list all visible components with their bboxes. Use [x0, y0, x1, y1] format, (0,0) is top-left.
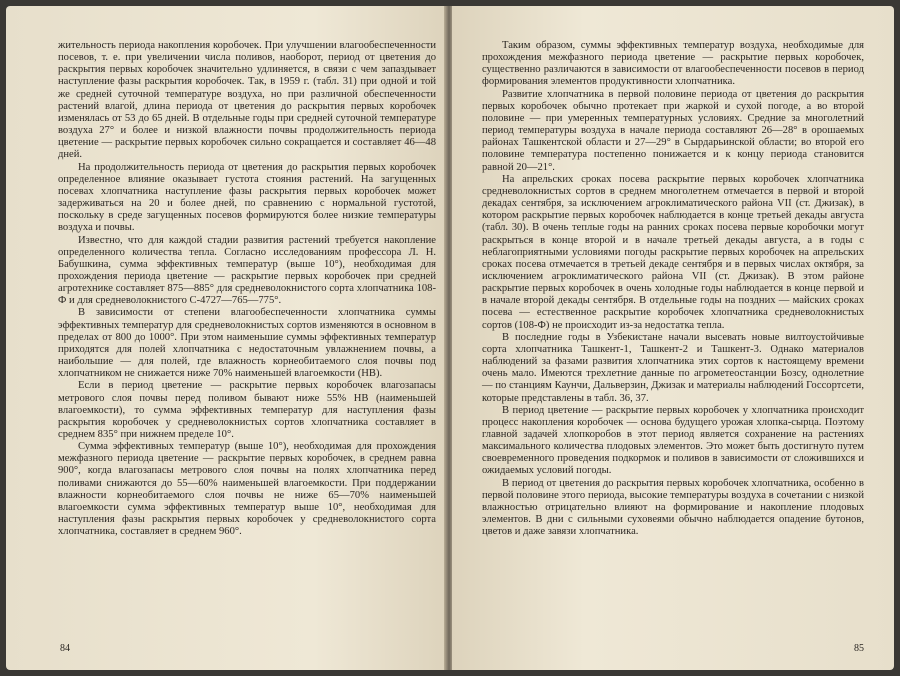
paragraph: Сумма эффективных температур (выше 10°), необходимая для прохождения межфазного периода цветение — раскрытие первых коробочек, в среднем равна 900°, когда влагозапасы метрового слоя почвы на полях хлопчатника перед поливами снижаются до 55—60% наименьшей влагоемкости. При поддержании влажности корнеобитаемого слоя почвы не ниже 65—70% наименьшей влагоемкости сумма эффективных температур выше 10°, необходимая для наступления фазы раскрытия первых коробочек у средневолокнистого сорта хлопчатника, составляет в среднем 960°. — [58, 441, 436, 538]
paragraph: Если в период цветение — раскрытие первых коробочек влагозапасы метрового слоя почвы перед поливом бывают ниже 55% НВ (наименьшей влагоемкости), то сумма эффективных температур для наступления фазы раскрытия коробочек у средневолокнистых сортов хлопчатника составляет в среднем 835° при нижнем пределе 10°. — [58, 380, 436, 440]
page-number: 84 — [60, 643, 70, 654]
left-page-text — [58, 40, 436, 538]
paragraph: В период от цветения до раскрытия первых коробочек хлопчатника, особенно в первой половине этого периода, высокие температуры воздуха в сочетании с низкой влажностью отрицательно влияют на формирование и накопление плодовых элементов. В дни с сильными суховеями обычно наблюдается опадение бутонов, цветов и даже завязи хлопчатника. — [482, 477, 864, 538]
paragraph: В период цветение — раскрытие первых коробочек у хлопчатника происходит процесс накопления коробочек — основа будущего урожая хлопка-сырца. Поэтому главной задачей хлопкоробов в этот период является сохранение на растениях максимального количества плодовых элементов. Это может быть достигнуто путем своевременного проведения подкормок и поливов в зависимости от сложившихся и ожидаемых условий погоды. — [482, 404, 864, 477]
right-page — [452, 6, 894, 670]
paragraph: Известно, что для каждой стадии развития растений требуется накопление определенного количества тепла. Согласно исследованиям профессора Л. Н. Бабушкина, сумма эффективных температур (выше 10°), необходимая для прохождения периода цветение — раскрытие первых коробочек при средней агротехнике составляет 875—885° для средневолокнистого сорта хлопчатника 108-Ф и для средневолокнистого С-4727—765—775°. — [58, 234, 436, 307]
paragraph: В последние годы в Узбекистане начали высевать новые вилтоустойчивые сорта хлопчатника Ташкент-1, Ташкент-2 и Ташкент-3. Однако материалов наблюдений за фазами развития хлопчатника этих сортов к настоящему времени очень мало. Имеются трехлетние данные по агрометеостанции Бозсу, однолетние — по станциям Каунчи, Дальверзин, Джизак и материалы наблюдений Госсортсети, которые представлены в табл. 36, 37. — [482, 331, 864, 404]
paragraph: На продолжительность периода от цветения до раскрытия первых коробочек определенное влияние оказывает густота стояния растений. На загущенных посевах хлопчатника наступление фазы раскрытия первых коробочек может задерживаться на 20 и более дней, по сравнению с нормальной густотой, поскольку в среде загущенных посевов формируются более низкие температуры воздуха и почвы. — [58, 161, 436, 234]
paragraph: В зависимости от степени влагообеспеченности хлопчатника суммы эффективных температур для средневолокнистых сортов изменяются в основном в пределах от 800 до 1000°. При этом наименьшие суммы эффективных температур приходятся для полей хлопчатника с недостаточным увлажнением почвы, а наибольшие — для полей, где влажность корнеобитаемого слоя почвы под хлопчатником не снижается ниже 70% наименьшей влагоемкости (НВ). — [58, 307, 436, 380]
right-page-text — [482, 40, 864, 538]
paragraph: Развитие хлопчатника в первой половине периода от цветения до раскрытия первых коробочек обычно протекает при жаркой и сухой погоде, а во второй половине — при умеренных температурных условиях. Средние за многолетний период температуры воздуха в начале периода составляют 26—28° в орошаемых районах Ташкентской области и 27—29° в Сырдарьинской области; во второй его половине температура постепенно понижается и к концу периода становится равной 20—21°. — [482, 88, 864, 173]
page-number: 85 — [854, 643, 864, 654]
paragraph: жительность периода накопления коробочек. При улучшении влагообеспеченности посевов, т. е. при увеличении числа поливов, наоборот, период от цветения до раскрытия первых коробочек значительно удлиняется, в связи с чем запаздывает наступление фазы раскрытия коробочек. Так, в 1959 г. (табл. 31) при одной и той же средней суточной температуре воздуха, но при различной обеспеченности растений влагой, длина периода от цветения до раскрытия первых коробочек изменялась от 53 до 65 дней. В отдельные годы при средней суточной температуре воздуха 27° и более и низкой влажности почвы продолжительность периода цветение — раскрытие первых коробочек сильно сокращается и составляет 46—48 дней. — [58, 40, 436, 161]
paragraph: На апрельских сроках посева раскрытие первых коробочек хлопчатника средневолокнистых сортов в среднем многолетнем отмечается в первой и второй декадах сентября, за исключением агроклиматического района VII (ст. Джизак), в котором раскрытие первых коробочек наблюдается в конце третьей декады августа (табл. 30). В очень теплые годы на ранних сроках посева первые коробочки могут раскрыться в конце второй и в начале третьей декады августа, а в годы с неблагоприятными условиями погоды раскрытие первых коробочек на апрельских сроках посева отмечается в третьей декаде сентября и в первых числах октября, за исключением агроклиматического района VII (ст. Джизак). В этом районе раскрытие первых коробочек в очень холодные годы наблюдается в конце первой и в начале второй декады сентября. В отдельные годы на поздних — майских сроках посева — естественное раскрытие коробочек хлопчатника средневолокнистых сортов (108-Ф) не происходит из-за недостатка тепла. — [482, 173, 864, 331]
left-page — [6, 6, 446, 670]
paragraph: Таким образом, суммы эффективных температур воздуха, необходимые для прохождения межфазного периода цветение — раскрытие первых коробочек, существенно различаются в зависимости от влагообеспеченности посевов в период формирования элементов продуктивности хлопчатника. — [482, 40, 864, 88]
